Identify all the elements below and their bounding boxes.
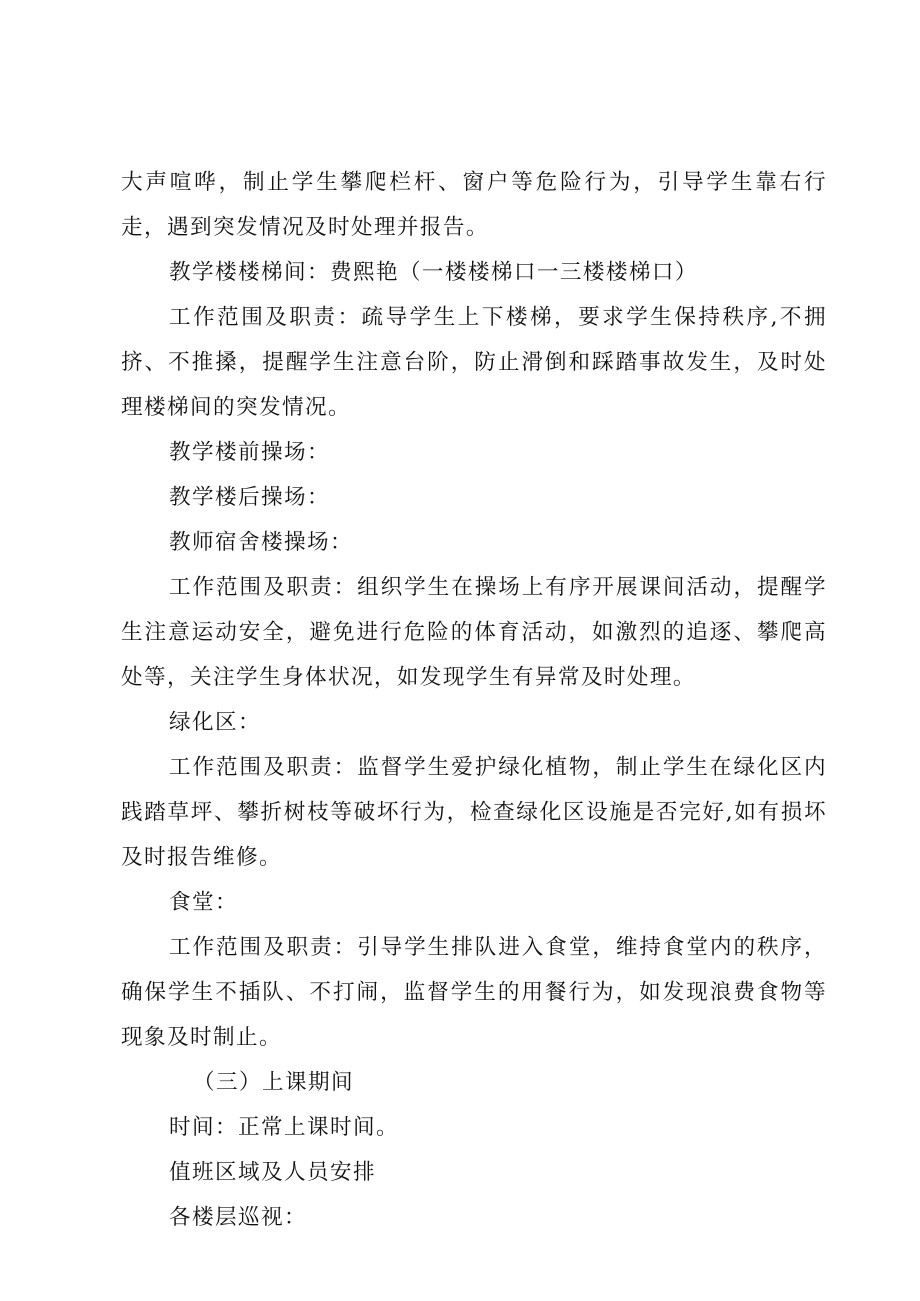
document-body (121, 160, 827, 1240)
paragraph-front-playground: 教学楼前操场： (169, 440, 330, 465)
paragraph-time: 时间：正常上课时间。 (169, 1115, 399, 1140)
paragraph-green-area-responsibilities: 工作范围及职责：监督学生爱护绿化植物，制止学生在绿化区内践踏草坪、攀折树枝等破坏行为，检查绿化区设施是否完好,如有损坏及时报告维修。 (121, 755, 827, 870)
paragraph-playground-responsibilities: 工作范围及职责：组织学生在操场上有序开展课间活动，提醒学生注意运动安全，避免进行危险的体育活动，如激烈的追逐、攀爬高处等，关注学生身体状况，如发现学生有异常及时处理。 (121, 575, 827, 690)
paragraph-stairwell-responsibilities: 工作范围及职责：疏导学生上下楼梯，要求学生保持秩序,不拥挤、不推搡，提醒学生注意台阶，防止滑倒和踩踏事故发生，及时处理楼梯间的突发情况。 (121, 305, 827, 420)
paragraph-canteen-responsibilities: 工作范围及职责：引导学生排队进入食堂，维持食堂内的秩序，确保学生不插队、不打闹，监督学生的用餐行为，如发现浪费食物等现象及时制止。 (121, 935, 827, 1050)
paragraph-continuation: 大声喧哗，制止学生攀爬栏杆、窗户等危险行为，引导学生靠右行走，遇到突发情况及时处理并报告。 (121, 170, 827, 240)
paragraph-back-playground: 教学楼后操场： (169, 485, 330, 510)
paragraph-stairwell-duty: 教学楼楼梯间：费熙艳（一楼楼梯口一三楼楼梯口） (169, 260, 698, 285)
section-heading-class-time: （三）上课期间 (193, 1070, 354, 1095)
paragraph-canteen: 食堂： (169, 890, 238, 915)
paragraph-floor-patrol: 各楼层巡视： (169, 1205, 307, 1230)
paragraph-duty-arrangement: 值班区域及人员安排 (169, 1160, 376, 1185)
paragraph-green-area: 绿化区： (169, 710, 261, 735)
paragraph-dormitory-playground: 教师宿舍楼操场： (169, 530, 353, 555)
